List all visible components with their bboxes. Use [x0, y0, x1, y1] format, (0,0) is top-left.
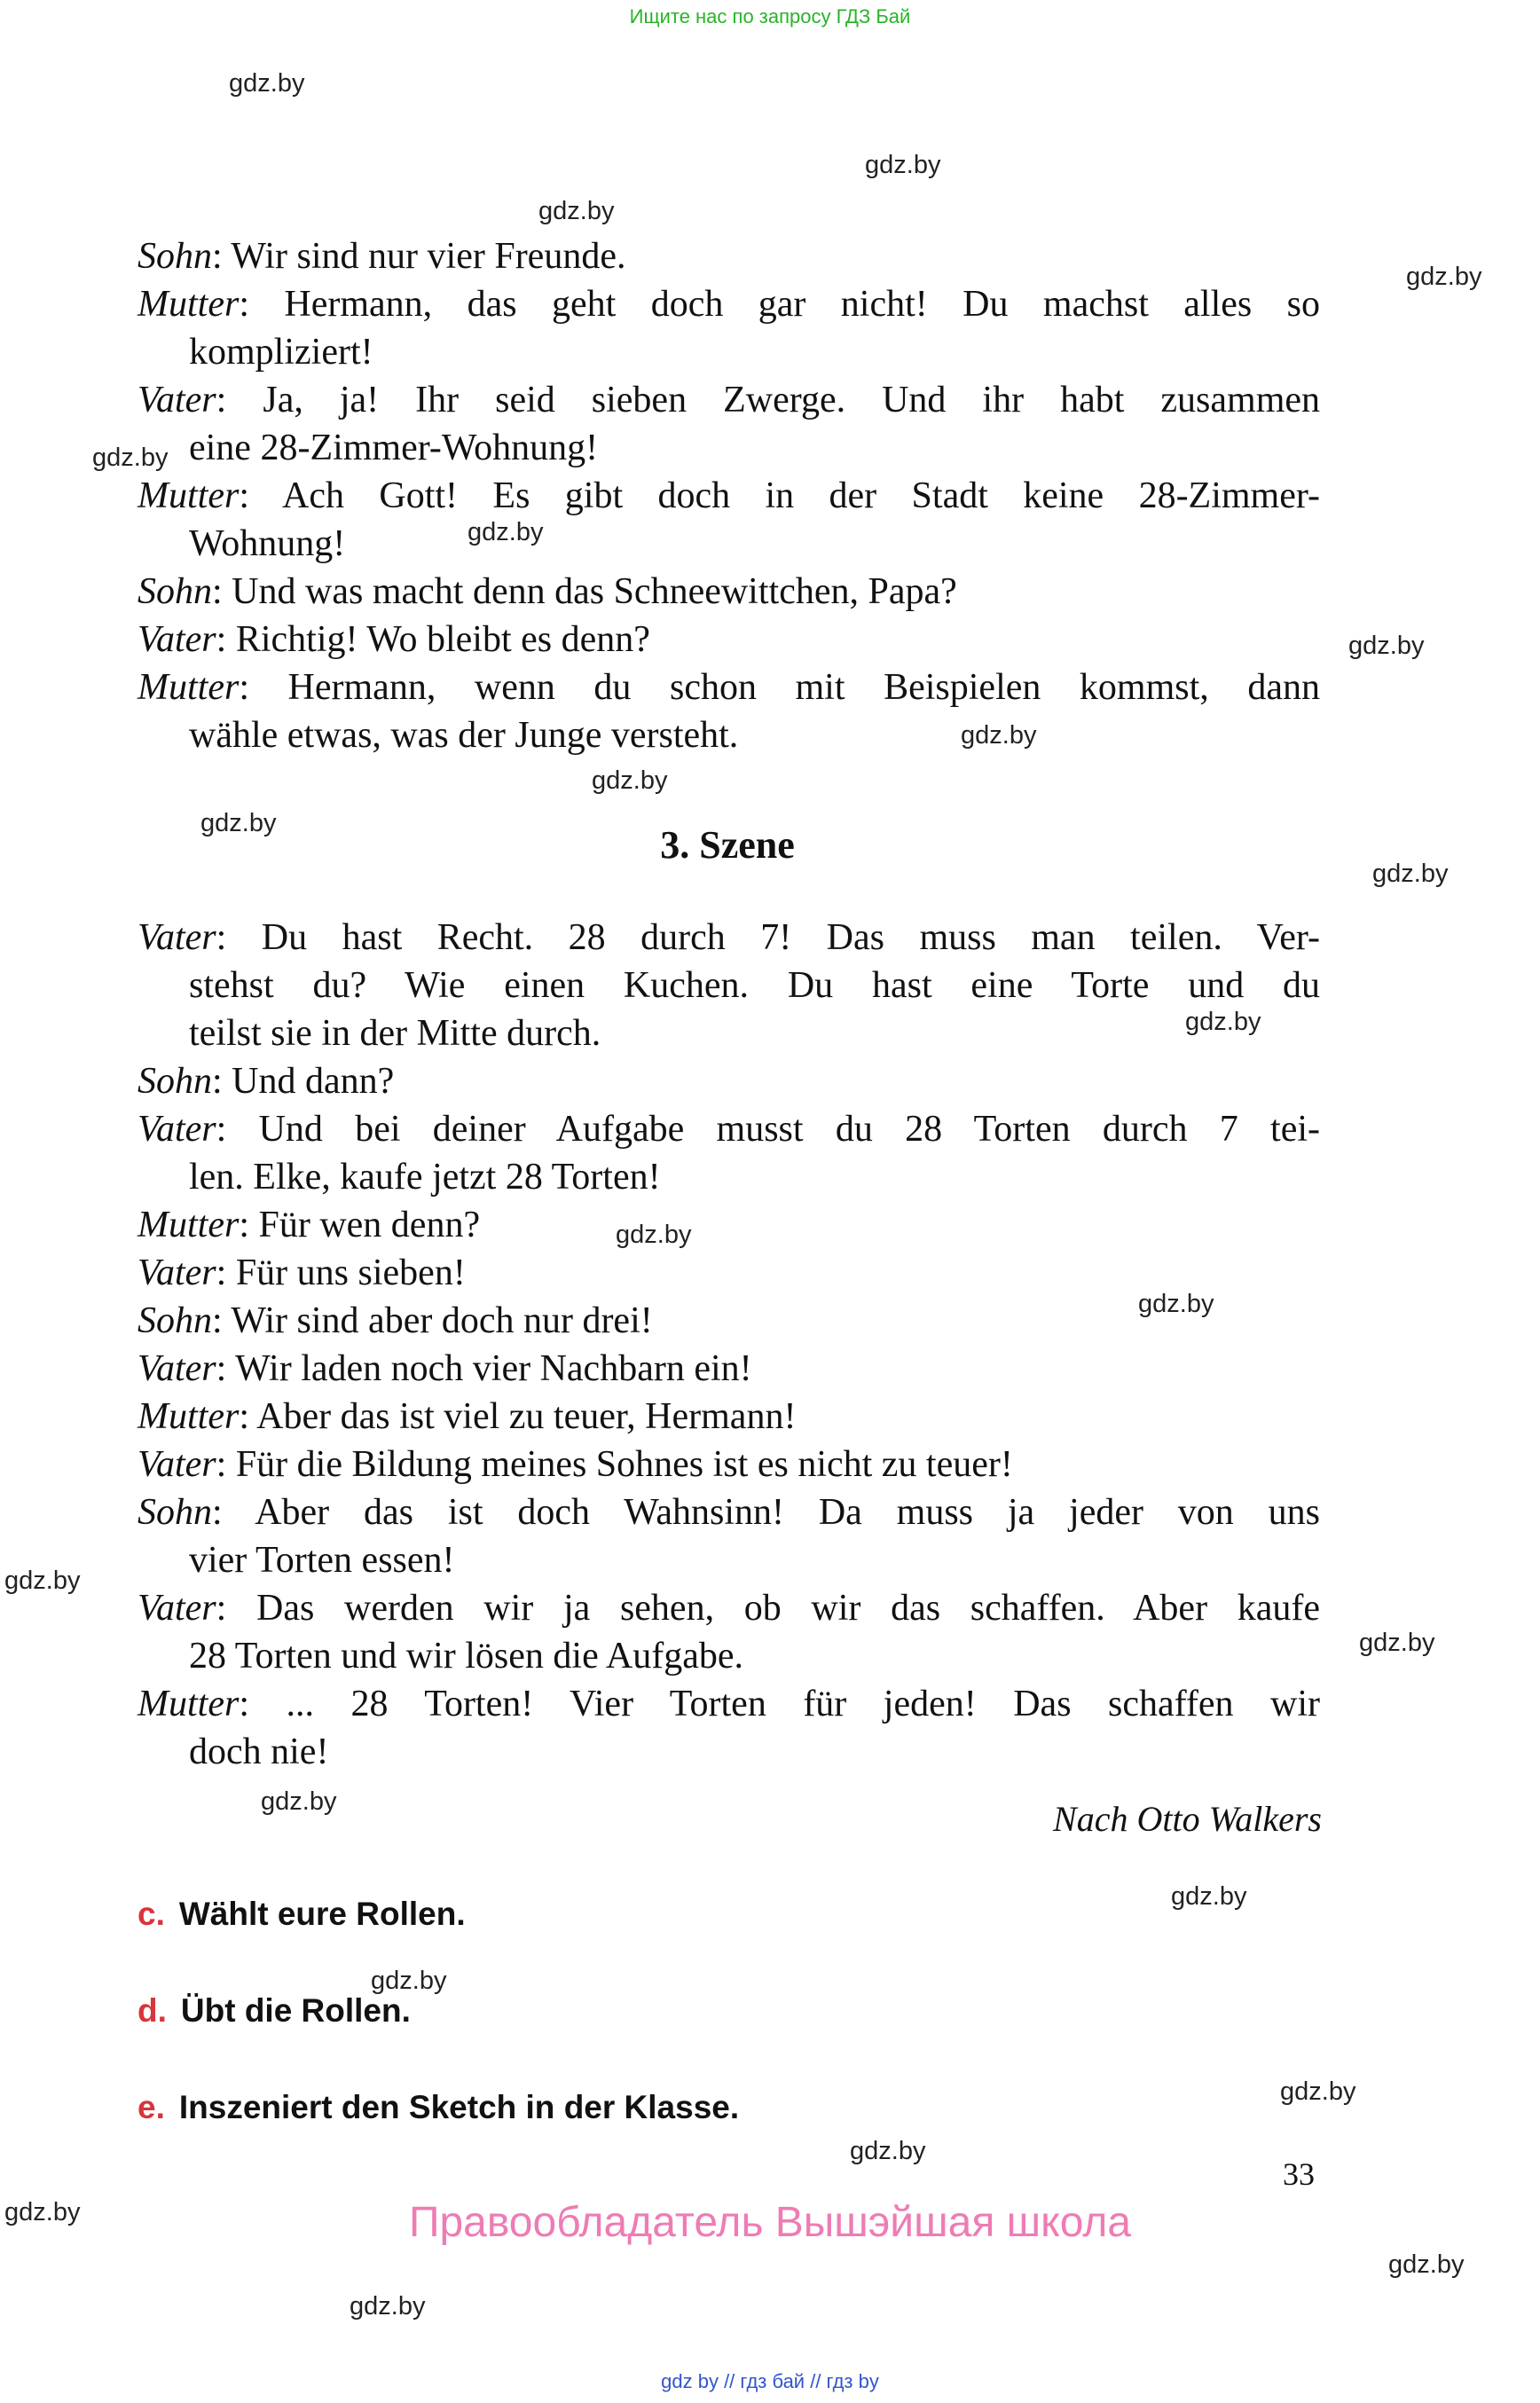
watermark: gdz.by	[1348, 632, 1425, 660]
task-letter: e.	[138, 2089, 165, 2125]
speaker-name: Vater	[138, 1253, 216, 1293]
watermark: gdz.by	[1171, 1882, 1247, 1911]
speaker-name: Vater	[138, 1109, 216, 1150]
dialogue-line: Mutter: Ach Gott! Es gibt doch in der Stadt keine 28-Zimmer-	[138, 475, 1320, 516]
speaker-name: Mutter	[138, 284, 240, 325]
dialogue-line-continuation: teilst sie in der Mitte durch.	[189, 1013, 601, 1054]
watermark: gdz.by	[350, 2292, 426, 2321]
dialogue-line: Sohn: Aber das ist doch Wahnsinn! Da muss ja jeder von uns	[138, 1492, 1320, 1533]
dialogue-line: Sohn: Und was macht denn das Schneewittchen, Papa?	[138, 571, 957, 612]
dialogue-line-continuation: vier Torten essen!	[189, 1540, 455, 1581]
dialogue-line: Vater: Und bei deiner Aufgabe musst du 28 Torten durch 7 tei-	[138, 1109, 1320, 1150]
watermark: gdz.by	[92, 444, 169, 472]
dialogue-line: Vater: Für uns sieben!	[138, 1253, 466, 1293]
dialogue-line: Mutter: Aber das ist viel zu teuer, Hermann!	[138, 1396, 797, 1437]
watermark: gdz.by	[200, 809, 277, 837]
watermark: gdz.by	[261, 1787, 337, 1816]
watermark: gdz.by	[371, 1967, 447, 1995]
dialogue-line: Vater: Ja, ja! Ihr seid sieben Zwerge. Und ihr habt zusammen	[138, 380, 1321, 420]
dialogue-line: Sohn: Wir sind aber doch nur drei!	[138, 1300, 653, 1341]
speaker-name: Vater	[138, 380, 216, 420]
top-banner: Ищите нас по запросу ГДЗ Бай	[629, 5, 911, 27]
watermark: gdz.by	[1388, 2250, 1465, 2279]
dialogue-line-continuation: doch nie!	[189, 1732, 329, 1772]
line-text: Wir laden noch vier Nachbarn ein!	[235, 1348, 752, 1389]
dialogue-line: Mutter: ... 28 Torten! Vier Torten für jeden! Das schaffen wir	[138, 1684, 1320, 1724]
speaker-name: Sohn	[138, 1300, 212, 1341]
dialogue-line-continuation: stehst du? Wie einen Kuchen. Du hast eine Torte und du	[189, 965, 1320, 1006]
task-text: Inszeniert den Sketch in der Klasse.	[178, 2089, 740, 2125]
copyright-holder: Правообладатель Вышэйшая школа	[408, 2199, 1132, 2246]
line-text: Wir sind aber doch nur drei!	[231, 1300, 653, 1341]
source-attribution: Nach Otto Walkers	[1053, 1799, 1322, 1839]
line-text: Richtig! Wo bleibt es denn?	[235, 619, 650, 660]
task-letter: c.	[138, 1896, 165, 1932]
speaker-name: Sohn	[138, 1492, 212, 1533]
task-text: Wählt eure Rollen.	[178, 1896, 466, 1932]
speaker-name: Vater	[138, 1348, 216, 1389]
speaker-name: Vater	[138, 917, 216, 958]
task-text: Übt die Rollen.	[180, 1992, 411, 2029]
line-text: Wir sind nur vier Freunde.	[231, 236, 626, 277]
watermark: gdz.by	[865, 151, 941, 179]
dialogue-line: Vater: Das werden wir ja sehen, ob wir das schaffen. Aber kaufe	[138, 1588, 1321, 1629]
dialogue-line: Vater: Du hast Recht. 28 durch 7! Das muss man teilen. Ver-	[138, 917, 1320, 958]
dialogue-line-continuation: Wohnung!	[189, 523, 346, 564]
watermark: gdz.by	[229, 69, 305, 98]
dialogue-line: Sohn: Wir sind nur vier Freunde.	[138, 236, 626, 277]
watermark: gdz.by	[1280, 2077, 1356, 2106]
speaker-name: Sohn	[138, 236, 212, 277]
dialogue-line-continuation: len. Elke, kaufe jetzt 28 Torten!	[189, 1157, 661, 1198]
dialogue-line: Vater: Richtig! Wo bleibt es denn?	[138, 619, 650, 660]
line-text: Für wen denn?	[258, 1205, 481, 1245]
line-text: Hermann, wenn du schon mit Beispielen kommst, dann	[287, 667, 1320, 708]
line-text: Für uns sieben!	[235, 1253, 466, 1293]
line-text: Ach Gott! Es gibt doch in der Stadt keine 28-Zimmer-	[282, 475, 1320, 516]
page-number: 33	[1283, 2156, 1315, 2192]
line-text: Für die Bildung meines Sohnes ist es nicht zu teuer!	[235, 1444, 1013, 1485]
watermark: gdz.by	[850, 2137, 926, 2165]
speaker-name: Mutter	[138, 475, 240, 516]
dialogue-line: Mutter: Hermann, das geht doch gar nicht! Du machst alles so	[138, 284, 1320, 325]
speaker-name: Sohn	[138, 1061, 212, 1102]
dialogue-line: Mutter: Für wen denn?	[138, 1205, 481, 1245]
line-text: Das werden wir ja sehen, ob wir das schaffen. Aber kaufe	[256, 1588, 1321, 1629]
watermark: gdz.by	[961, 721, 1037, 750]
line-text: Und bei deiner Aufgabe musst du 28 Torten durch 7 tei-	[258, 1109, 1320, 1150]
speaker-name: Mutter	[138, 1396, 240, 1437]
watermark: gdz.by	[4, 2198, 81, 2226]
speaker-name: Sohn	[138, 571, 212, 612]
watermark: gdz.by	[1359, 1629, 1435, 1657]
line-text: Und dann?	[232, 1061, 395, 1102]
speaker-name: Vater	[138, 619, 216, 660]
dialogue-line: Vater: Für die Bildung meines Sohnes ist es nicht zu teuer!	[138, 1444, 1013, 1485]
watermark: gdz.by	[616, 1221, 692, 1249]
footer-links: gdz by // гдз бай // гдз by	[661, 2370, 879, 2392]
task-item	[138, 1896, 466, 1933]
watermark: gdz.by	[1372, 860, 1449, 888]
speaker-name: Vater	[138, 1588, 216, 1629]
dialogue-line: Vater: Wir laden noch vier Nachbarn ein!	[138, 1348, 752, 1389]
dialogue-line-continuation: kompliziert!	[189, 332, 373, 373]
watermark: gdz.by	[1406, 263, 1482, 291]
watermark: gdz.by	[592, 766, 668, 795]
dialogue-line-continuation: 28 Torten und wir lösen die Aufgabe.	[189, 1636, 743, 1677]
watermark: gdz.by	[4, 1567, 81, 1595]
speaker-name: Mutter	[138, 1205, 240, 1245]
dialogue-line-continuation: eine 28-Zimmer-Wohnung!	[189, 428, 599, 468]
task-item	[138, 1992, 411, 2030]
line-text: Ja, ja! Ihr seid sieben Zwerge. Und ihr habt zusammen	[263, 380, 1321, 420]
line-text: Und was macht denn das Schneewittchen, Papa?	[232, 571, 957, 612]
dialogue-line: Mutter: Hermann, wenn du schon mit Beispielen kommst, dann	[138, 667, 1320, 708]
line-text: ... 28 Torten! Vier Torten für jeden! Das schaffen wir	[286, 1684, 1320, 1724]
line-text: Du hast Recht. 28 durch 7! Das muss man teilen. Ver-	[261, 917, 1320, 958]
task-letter: d.	[138, 1992, 167, 2029]
line-text: Hermann, das geht doch gar nicht! Du machst alles so	[284, 284, 1320, 325]
scene-heading: 3. Szene	[660, 823, 795, 867]
line-text: Aber das ist viel zu teuer, Hermann!	[256, 1396, 797, 1437]
watermark: gdz.by	[1185, 1008, 1261, 1036]
task-item	[138, 2089, 739, 2126]
watermark: gdz.by	[1138, 1290, 1214, 1318]
speaker-name: Mutter	[138, 667, 240, 708]
speaker-name: Mutter	[138, 1684, 240, 1724]
line-text: Aber das ist doch Wahnsinn! Da muss ja jeder von uns	[255, 1492, 1320, 1533]
speaker-name: Vater	[138, 1444, 216, 1485]
watermark: gdz.by	[468, 518, 544, 546]
watermark: gdz.by	[538, 197, 615, 225]
dialogue-line: Sohn: Und dann?	[138, 1061, 395, 1102]
dialogue-line-continuation: wähle etwas, was der Junge versteht.	[189, 715, 739, 756]
